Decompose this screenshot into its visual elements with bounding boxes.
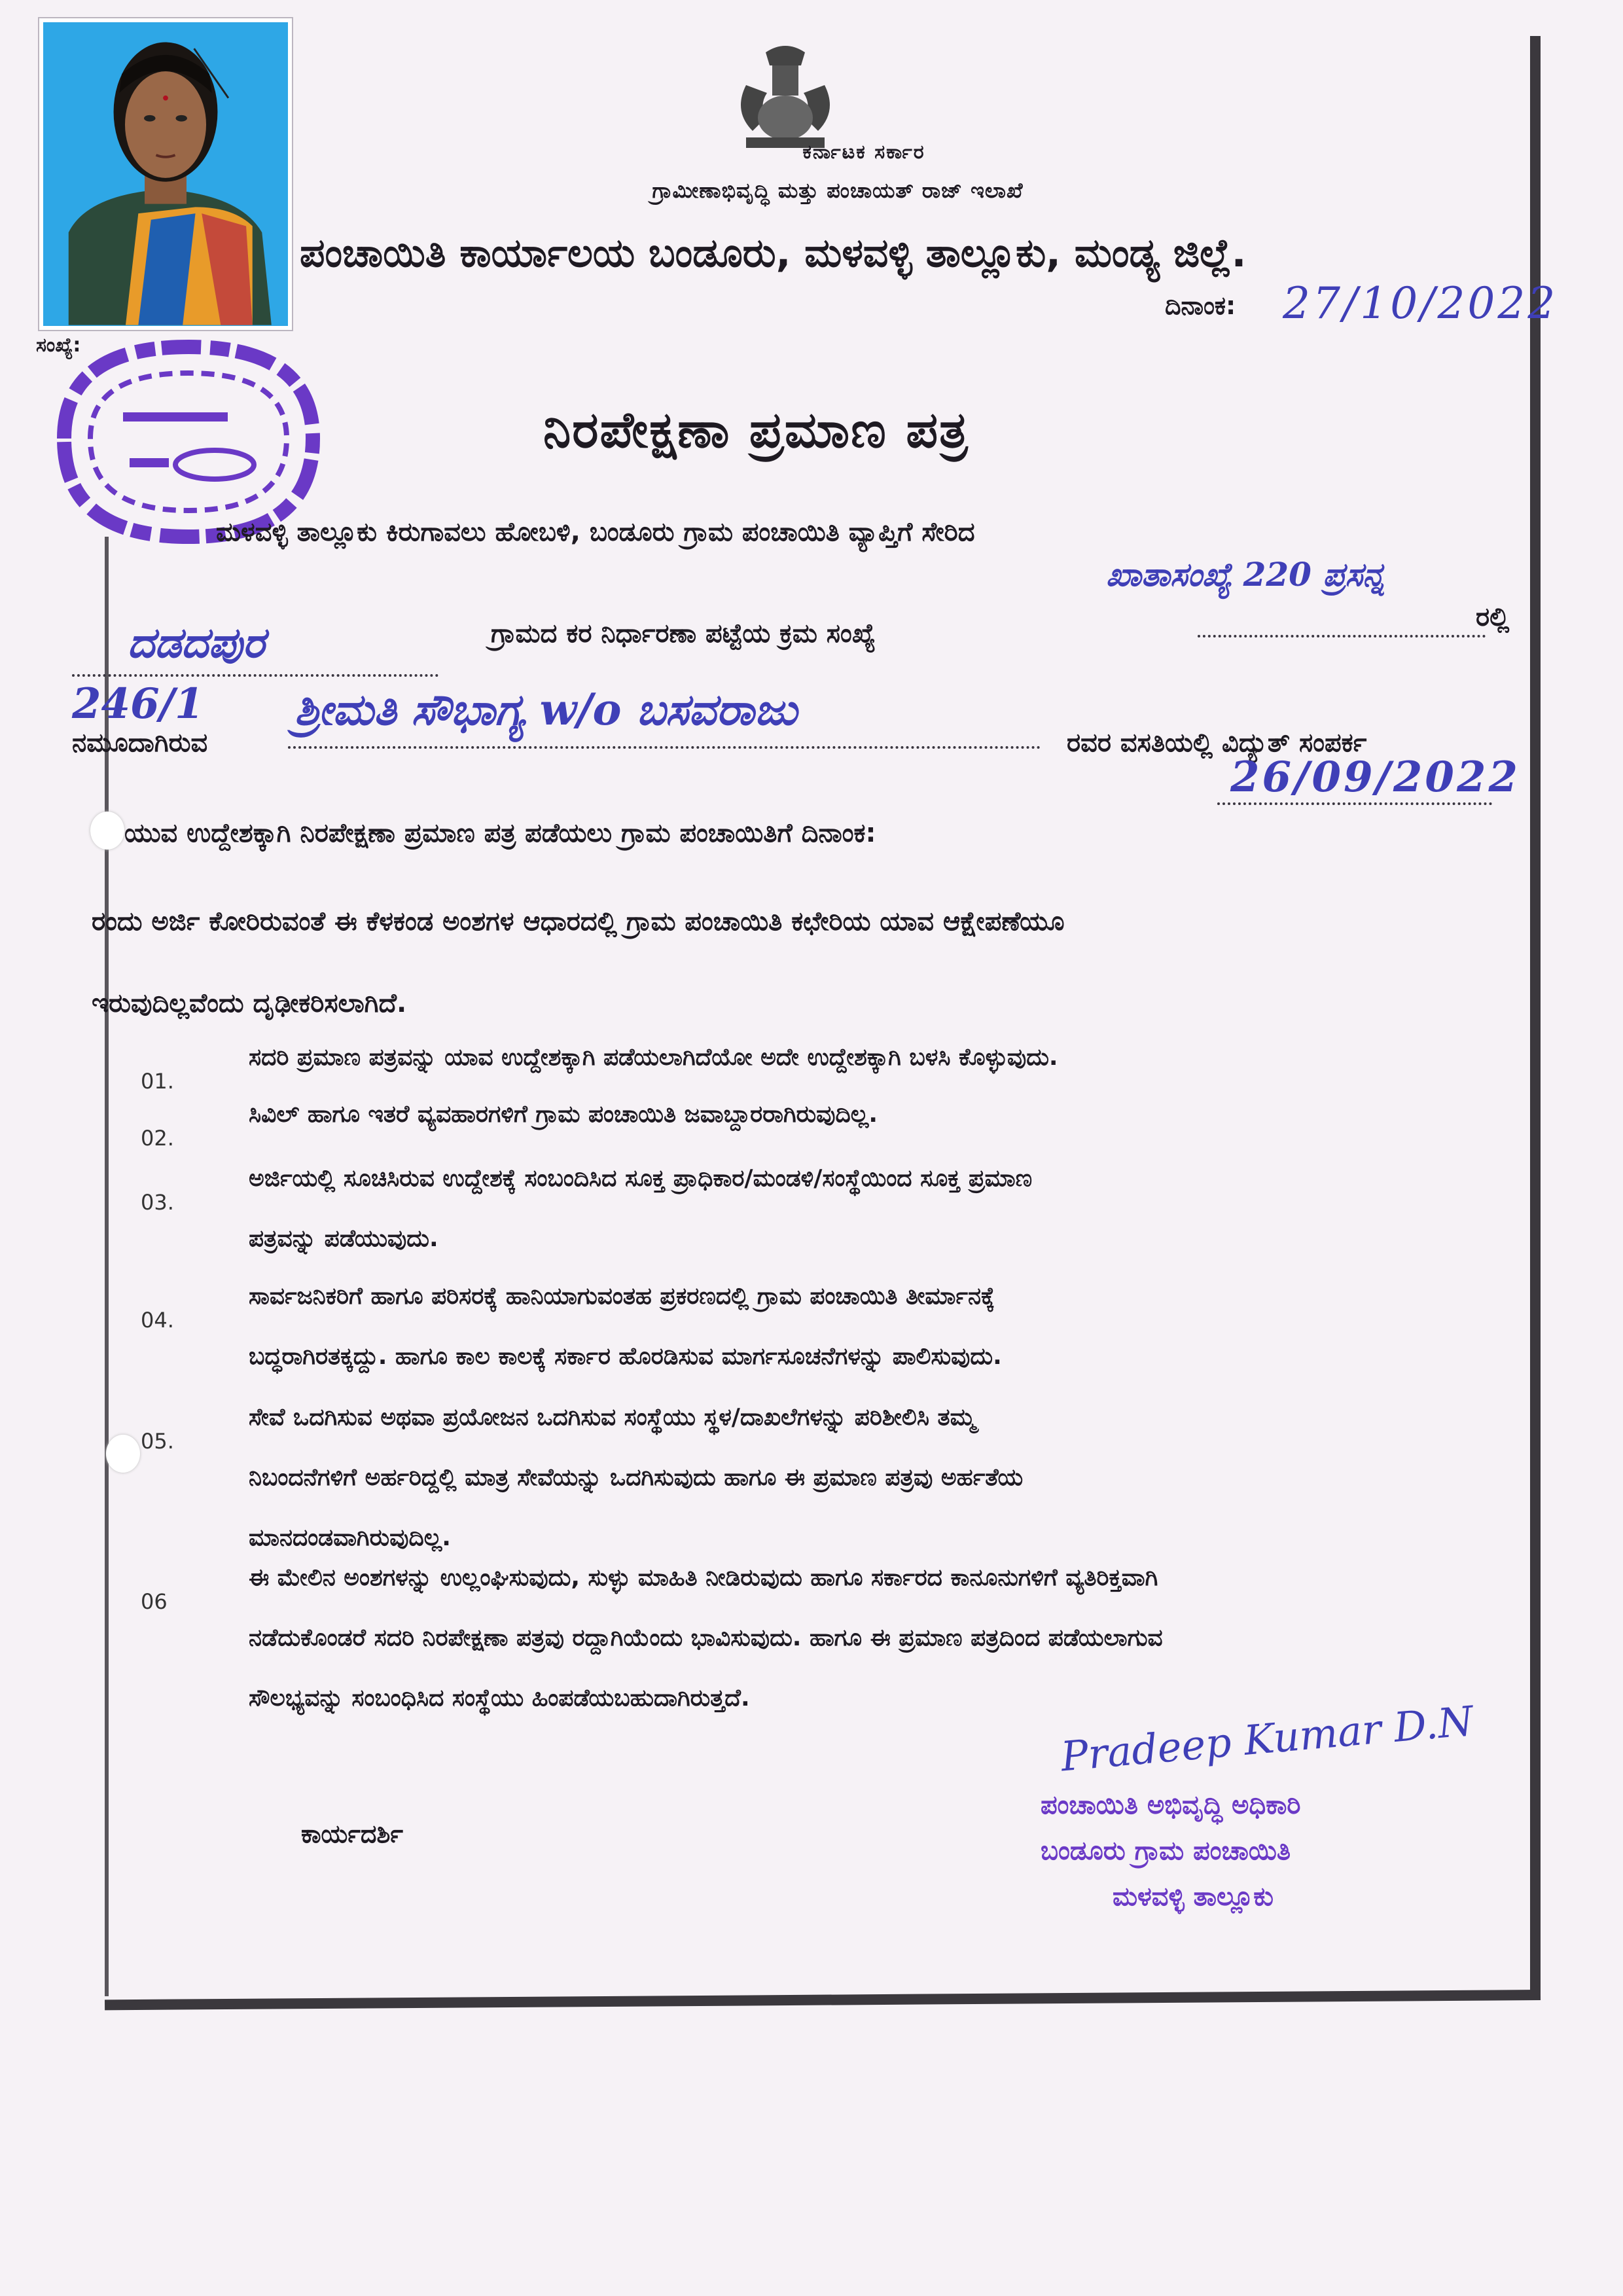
condition-text: ನಡೆದುಕೊಂಡರೆ ಸದರಿ ನಿರಪೇಕ್ಷಣಾ ಪತ್ರವು ರದ್ದಾಗಿಯೆಂದು ಭಾವಿಸುವುದು. ಹಾಗೂ ಈ ಪ್ರಮಾಣ ಪತ್ರದಿಂದ ಪಡೆಯಲಾಗುವ	[249, 1624, 1163, 1651]
condition-text: ಈ ಮೇಲಿನ ಅಂಶಗಳನ್ನು ಉಲ್ಲಂಘಿಸುವುದು, ಸುಳ್ಳು ಮಾಹಿತಿ ನೀಡಿರುವುದು ಹಾಗೂ ಸರ್ಕಾರದ ಕಾನೂನುಗಳಿಗೆ ವ್ಯತಿರಿಕ್ತವಾಗಿ	[249, 1564, 1158, 1591]
name-underline	[288, 746, 1041, 749]
condition-number: 03.	[141, 1190, 174, 1215]
body-line-1: ಮಳವಳ್ಳಿ ತಾಲ್ಲೂಕು ಕಿರುಗಾವಲು ಹೋಬಳಿ, ಬಂಡೂರು ಗ್ರಾಮ ಪಂಚಾಯಿತಿ ವ್ಯಾಪ್ತಿಗೆ ಸೇರಿದ	[216, 517, 975, 547]
office-seal	[38, 327, 326, 550]
handwritten-signature: Pradeep Kumar D.N	[1059, 1696, 1476, 1781]
condition-number: 05.	[141, 1429, 174, 1454]
condition-text: ಸೌಲಭ್ಯವನ್ನು ಸಂಬಂಧಿಸಿದ ಸಂಸ್ಥೆಯು ಹಿಂಪಡೆಯಬಹುದಾಗಿರುತ್ತದೆ.	[249, 1685, 750, 1712]
condition-text: ಸಾರ್ವಜನಿಕರಿಗೆ ಹಾಗೂ ಪರಿಸರಕ್ಕೆ ಹಾನಿಯಾಗುವಂತಹ ಪ್ರಕರಣದಲ್ಲಿ ಗ್ರಾಮ ಪಂಚಾಯಿತಿ ತೀರ್ಮಾನಕ್ಕೆ	[249, 1283, 995, 1310]
condition-number: 02.	[141, 1126, 174, 1151]
office-heading: ಪಂಚಾಯಿತಿ ಕಾರ್ಯಾಲಯ ಬಂಡೂರು, ಮಳವಳ್ಳಿ ತಾಲ್ಲೂಕು, ಮಂಡ್ಯ ಜಿಲ್ಲೆ.	[300, 230, 1247, 276]
body-line-4: ಯುವ ಉದ್ದೇಶಕ್ಕಾಗಿ ನಿರಪೇಕ್ಷಣಾ ಪ್ರಮಾಣ ಪತ್ರ ಪಡೆಯಲು ಗ್ರಾಮ ಪಂಚಾಯಿತಿಗೆ ದಿನಾಂಕ:	[124, 818, 876, 848]
date-label: ದಿನಾಂಕ:	[1165, 291, 1236, 320]
condition-number: 06	[141, 1589, 168, 1614]
body-line-2: ಗ್ರಾಮದ ಕರ ನಿರ್ಧಾರಣಾ ಪಟ್ಟೆಯ ಕ್ರಮ ಸಂಖ್ಯೆ	[491, 619, 876, 649]
body-line-3-start: ನಮೂದಾಗಿರುವ	[72, 728, 208, 758]
khata-fill: ಖಾತಾಸಂಖ್ಯೆ 220 ಪ್ರಸನ್ನ	[1106, 555, 1385, 594]
condition-text: ಸದರಿ ಪ್ರಮಾಣ ಪತ್ರವನ್ನು ಯಾವ ಉದ್ದೇಶಕ್ಕಾಗಿ ಪಡೆಯಲಾಗಿದೆಯೋ ಅದೇ ಉದ್ದೇಶಕ್ಕಾಗಿ ಬಳಸಿ ಕೊಳ್ಳುವುದು.	[249, 1044, 1058, 1071]
condition-text: ಸೇವೆ ಒದಗಿಸುವ ಅಥವಾ ಪ್ರಯೋಜನ ಒದಗಿಸುವ ಸಂಸ್ಥೆಯು ಸ್ಥಳ/ದಾಖಲೆಗಳನ್ನು ಪರಿಶೀಲಿಸಿ ತಮ್ಮ	[249, 1404, 976, 1431]
condition-number: 01.	[141, 1069, 174, 1094]
document-title: ನಿರಪೇಕ್ಷಣಾ ಪ್ರಮಾಣ ಪತ್ರ	[543, 401, 969, 459]
stamp-office: ಬಂಡೂರು ಗ್ರಾಮ ಪಂಚಾಯಿತಿ	[1041, 1836, 1291, 1866]
condition-text: ಪತ್ರವನ್ನು ಪಡೆಯುವುದು.	[249, 1225, 438, 1252]
stamp-designation: ಪಂಚಾಯಿತಿ ಅಭಿವೃದ್ಧಿ ಅಧಿಕಾರಿ	[1041, 1790, 1301, 1820]
body-line-5: ರಂದು ಅರ್ಜಿ ಕೋರಿರುವಂತೆ ಈ ಕೆಳಕಂಡ ಅಂಶಗಳ ಆಧಾರದಲ್ಲಿ ಗ್ರಾಮ ಪಂಚಾಯಿತಿ ಕಛೇರಿಯ ಯಾವ ಆಕ್ಷೇಪಣೆಯೂ	[92, 906, 1065, 937]
condition-text: ಮಾನದಂಡವಾಗಿರುವುದಿಲ್ಲ.	[249, 1524, 451, 1551]
condition-text: ನಿಬಂದನೆಗಳಿಗೆ ಅರ್ಹರಿದ್ದಲ್ಲಿ ಮಾತ್ರ ಸೇವೆಯನ್ನು ಒದಗಿಸುವುದು ಹಾಗೂ ಈ ಪ್ರಮಾಣ ಪತ್ರವು ಅರ್ಹತೆಯ	[249, 1464, 1024, 1491]
body-line-3-end: ರವರ ವಸತಿಯಲ್ಲಿ ವಿದ್ಯುತ್ ಸಂಪರ್ಕ	[1067, 728, 1367, 758]
applicant-photo	[39, 18, 292, 330]
punch-hole-top	[90, 812, 124, 850]
condition-text: ಬದ್ಧರಾಗಿರತಕ್ಕದ್ದು. ಹಾಗೂ ಕಾಲ ಕಾಲಕ್ಕೆ ಸರ್ಕಾರ ಹೊರಡಿಸುವ ಮಾರ್ಗಸೂಚನೆಗಳನ್ನು ಪಾಲಿಸುವುದು.	[249, 1343, 1002, 1370]
application-date-fill: 26/09/2022	[1230, 753, 1520, 802]
department-heading: ಗ್ರಾಮೀಣಾಭಿವೃದ್ಧಿ ಮತ್ತು ಪಂಚಾಯತ್ ರಾಜ್ ಇಲಾಖೆ	[652, 178, 1024, 203]
village-fill: ದಡದಪುರ	[128, 619, 265, 668]
serial-number-fill: 246/1	[72, 679, 204, 728]
condition-text: ಸಿವಿಲ್ ಹಾಗೂ ಇತರೆ ವ್ಯವಹಾರಗಳಿಗೆ ಗ್ರಾಮ ಪಂಚಾಯಿತಿ ಜವಾಬ್ದಾರರಾಗಿರುವುದಿಲ್ಲ.	[249, 1101, 878, 1128]
village-underline	[72, 674, 438, 677]
serial-underline	[1198, 635, 1486, 637]
stamp-taluk: ಮಳವಳ್ಳಿ ತಾಲ್ಲೂಕು	[1113, 1882, 1274, 1912]
secretary-label: ಕಾರ್ಯದರ್ಶಿ	[301, 1820, 403, 1848]
applicant-name-fill: ಶ್ರೀಮತಿ ಸೌಭಾಗ್ಯ w/o ಬಸವರಾಜು	[294, 684, 798, 735]
condition-text: ಅರ್ಜಿಯಲ್ಲಿ ಸೂಚಿಸಿರುವ ಉದ್ದೇಶಕ್ಕೆ ಸಂಬಂದಿಸಿದ ಸೂಕ್ತ ಪ್ರಾಧಿಕಾರ/ಮಂಡಳಿ/ಸಂಸ್ಥೆಯಿಂದ ಸೂಕ್ತ ಪ್ರಮಾಣ	[249, 1165, 1033, 1192]
portrait-image	[43, 22, 288, 326]
state-emblem	[720, 39, 851, 157]
punch-hole-bottom	[106, 1435, 140, 1473]
border-bottom	[105, 1990, 1541, 2010]
condition-number: 04.	[141, 1308, 174, 1333]
seal-label: ಸಂಖ್ಯೆ:	[36, 334, 81, 357]
application-date-underline	[1217, 802, 1492, 805]
issue-date: 27/10/2022	[1283, 278, 1558, 329]
body-line-6: ಇರುವುದಿಲ್ಲವೆಂದು ದೃಢೀಕರಿಸಲಾಗಿದೆ.	[92, 988, 407, 1018]
government-heading: ಕರ್ನಾಟಕ ಸರ್ಕಾರ	[802, 141, 925, 164]
border-right	[1530, 36, 1541, 1993]
body-line-2-end: ರಲ್ಲಿ	[1476, 602, 1510, 632]
